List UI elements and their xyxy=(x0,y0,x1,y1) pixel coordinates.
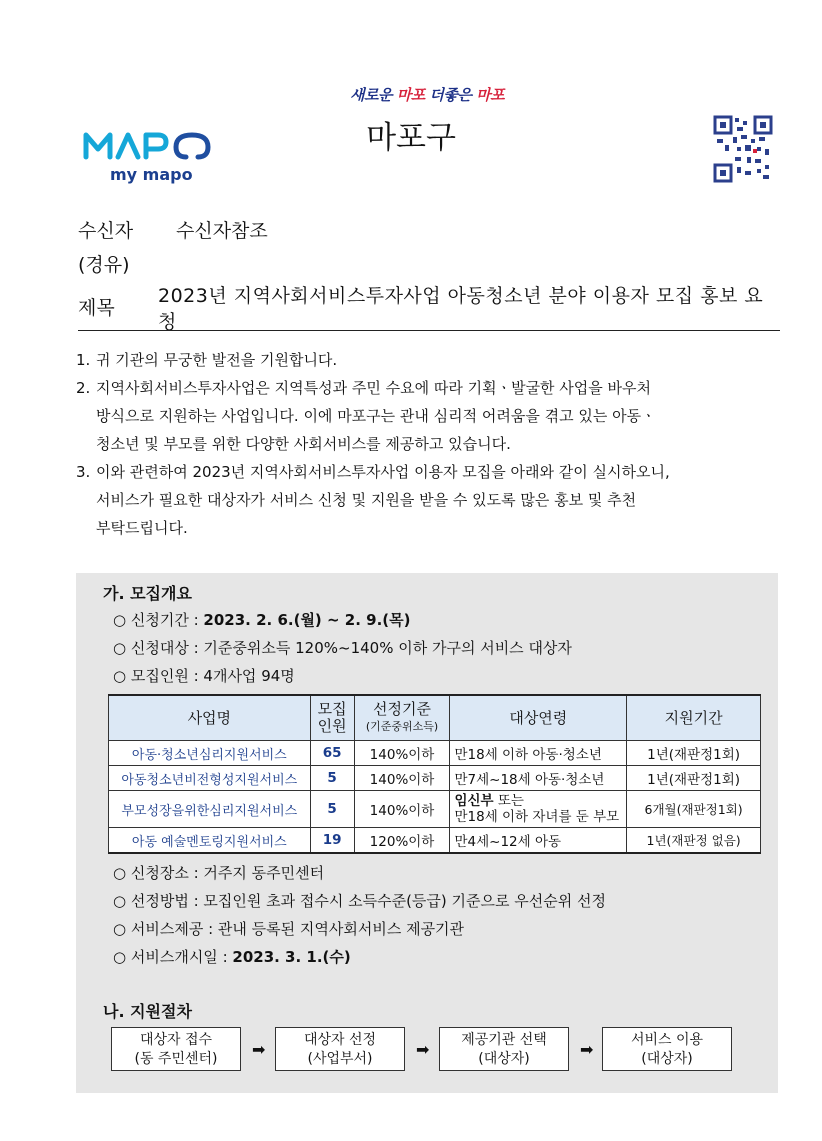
step-selection: 대상자 선정 (사업부서) xyxy=(275,1027,405,1071)
paragraph-3: 3. 이와 관련하여 2023년 지역사회서비스투자사업 이용자 모집을 아래와 같이 실시하오니, 서비스가 필요한 대상자가 서비스 신청 및 지원을 받을 수 있도록 많은 홍보 및 추천 부탁드립니다. xyxy=(76,463,670,537)
program-table xyxy=(108,694,761,854)
section-b-title: 나. 지원절차 xyxy=(103,1002,192,1021)
arrow-icon: ➡ xyxy=(252,1040,266,1059)
table-row: 아동·청소년심리지원서비스 65 140%이하 만18세 이하 아동·청소년 1년(재판정1회) xyxy=(109,741,761,766)
table-row: 아동 예술멘토링지원서비스 19 120%이하 만4세~12세 아동 1년(재판정 없음) xyxy=(109,828,761,854)
section-a-title: 가. 모집개요 xyxy=(103,584,192,603)
count-item: ○ 모집인원 : 4개사업 94명 xyxy=(113,667,295,685)
step-intake: 대상자 접수 (동 주민센터) xyxy=(111,1027,241,1071)
start-item: ○ 서비스개시일 : 2023. 3. 1.(수) xyxy=(113,948,351,966)
place-item: ○ 신청장소 : 거주지 동주민센터 xyxy=(113,864,325,882)
header-period: 지원기간 xyxy=(627,695,761,741)
method-item: ○ 선정방법 : 모집인원 초과 접수시 소득수준(등급) 기준으로 우선순위 선정 xyxy=(113,892,606,910)
header-program: 사업명 xyxy=(109,695,311,741)
paragraph-1: 1. 귀 기관의 무궁한 발전을 기원합니다. xyxy=(76,351,338,369)
subject-label: 제목 xyxy=(78,297,115,319)
header-age: 대상연령 xyxy=(450,695,627,741)
paragraph-2: 2. 지역사회서비스투자사업은 지역특성과 주민 수요에 따라 기획ㆍ발굴한 사업을 바우처 방식으로 지원하는 사업입니다. 이에 마포구는 관내 심리적 어려움을 겪고 있는 아동ㆍ 청소년 및 부모를 위한 다양한 사회서비스를 제공하고 있습니다. xyxy=(76,379,656,453)
org-name: 마포구 xyxy=(366,120,456,156)
header-criteria: 선정기준 (기준중위소득) xyxy=(354,695,450,741)
period-item: ○ 신청기간 : 2023. 2. 6.(월) ~ 2. 9.(목) xyxy=(113,611,411,629)
step-provider-choice: 제공기관 선택 (대상자) xyxy=(439,1027,569,1071)
logo-subtitle: my mapo xyxy=(110,165,193,184)
arrow-icon: ➡ xyxy=(580,1040,594,1059)
header-count: 모집 인원 xyxy=(310,695,354,741)
qr-code-icon xyxy=(713,115,773,183)
slogan: 새로운 마포 더좋은 마포 xyxy=(350,86,505,104)
provider-item: ○ 서비스제공 : 관내 등록된 지역사회서비스 제공기관 xyxy=(113,920,465,938)
via-label: (경유) xyxy=(78,254,130,276)
step-service-use: 서비스 이용 (대상자) xyxy=(602,1027,732,1071)
recipient-label: 수신자 xyxy=(78,220,134,242)
table-row: 아동청소년비전형성지원서비스 5 140%이하 만7세~18세 아동·청소년 1년(재판정1회) xyxy=(109,766,761,791)
subject-value: 2023년 지역사회서비스투자사업 아동청소년 분야 이용자 모집 홍보 요청 xyxy=(158,285,764,333)
table-header xyxy=(109,695,761,741)
recipient-value: 수신자참조 xyxy=(176,220,268,242)
target-item: ○ 신청대상 : 기준중위소득 120%~140% 이하 가구의 서비스 대상자 xyxy=(113,639,572,657)
divider xyxy=(78,330,780,331)
table-row: 부모성장을위한심리지원서비스 5 140%이하 임신부 또는 만18세 이하 자녀를 둔 부모 6개월(재판정1회) xyxy=(109,791,761,828)
arrow-icon: ➡ xyxy=(416,1040,430,1059)
